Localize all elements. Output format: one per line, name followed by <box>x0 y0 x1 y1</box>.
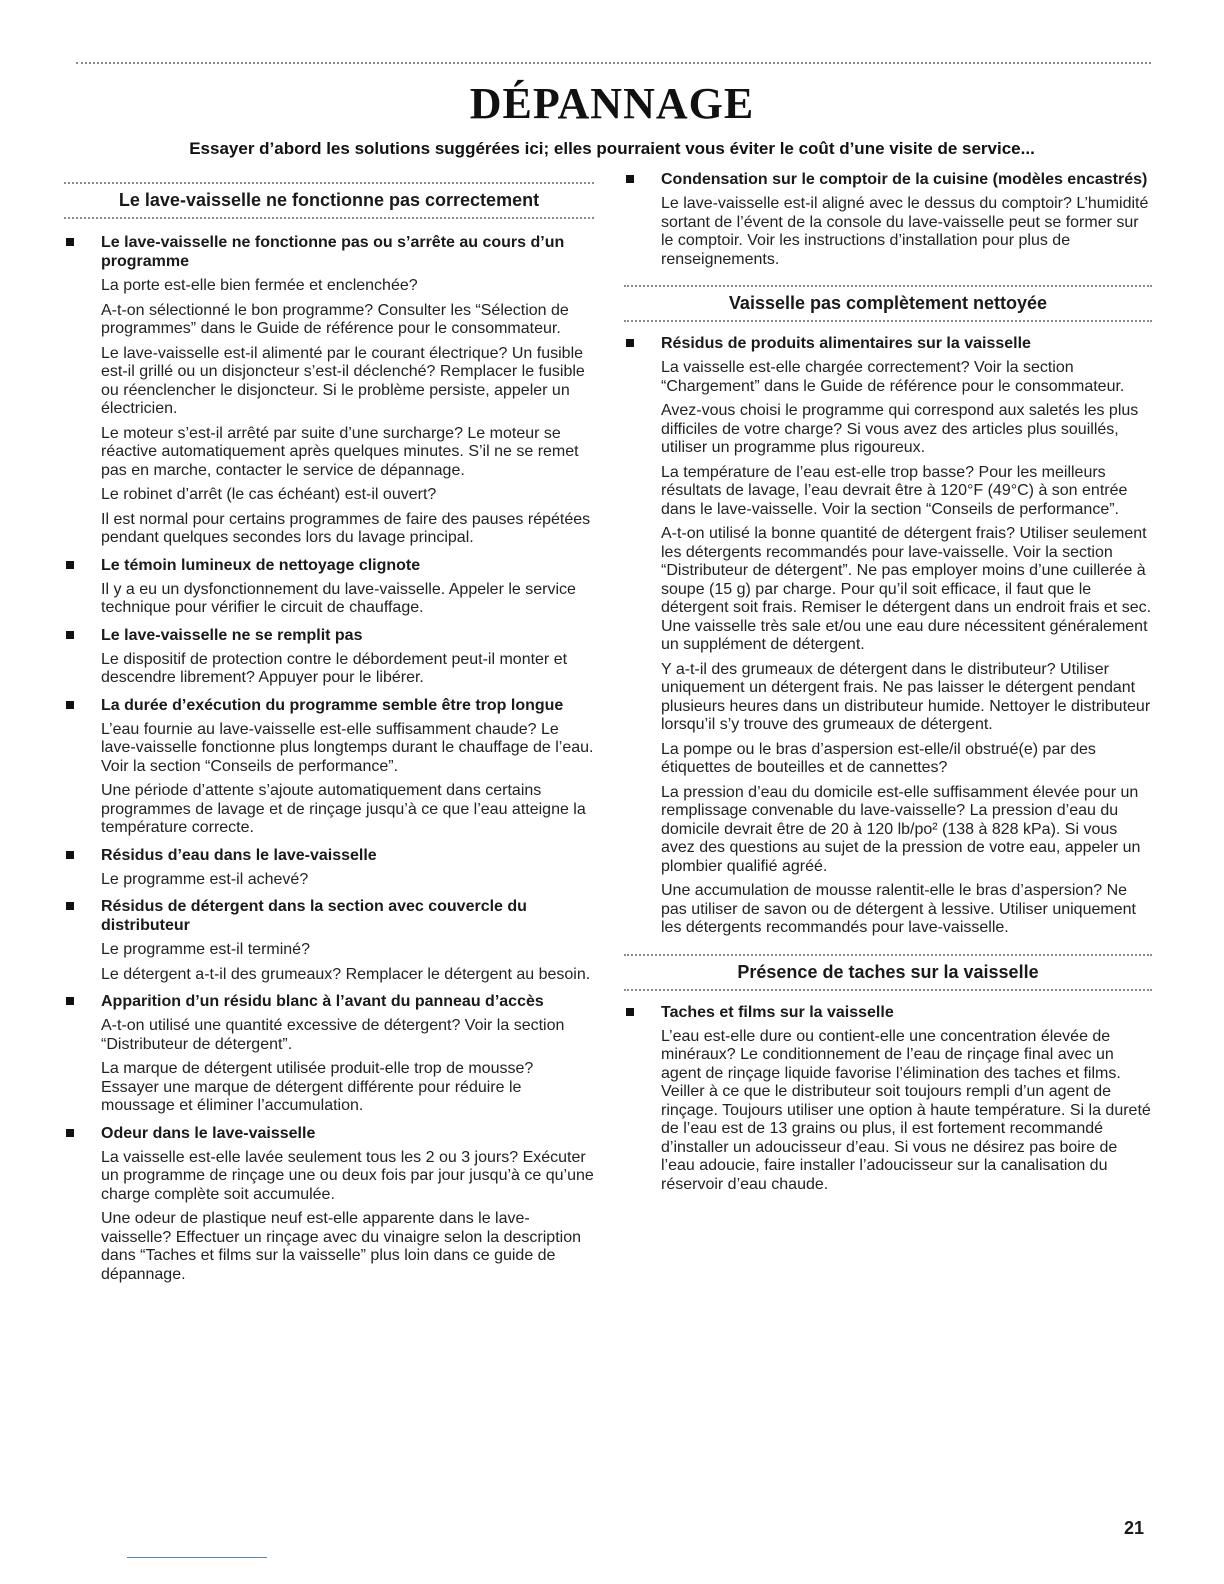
item-paragraph: La vaisselle est-elle chargée correctement? Voir la section “Chargement” dans le Guide de référence pour le consommateur. <box>661 359 1125 395</box>
trouble-item <box>64 992 594 1116</box>
trouble-item <box>64 1124 594 1285</box>
section-title: Présence de taches sur la vaisselle <box>737 961 1039 982</box>
trouble-item <box>64 556 594 618</box>
bullet-square-icon <box>626 175 634 183</box>
item-paragraph: Le moteur s’est-il arrêté par suite d’une surcharge? Le moteur se réactive automatiquement après quelques minutes. S’il ne se remet pas en marche, contacter le service de dépannage. <box>101 424 579 479</box>
item-title: Condensation sur le comptoir de la cuisine (modèles encastrés) <box>661 171 1148 188</box>
trouble-item <box>64 846 594 890</box>
item-title: Apparition d’un résidu blanc à l’avant du panneau d’accès <box>101 993 544 1010</box>
item-paragraph: A-t-on utilisé la bonne quantité de détergent frais? Utiliser seulement les détergents recommandés pour lave-vaisselle. Voir la section “Distributeur de détergent”. Ne pas employer moins d’une cuillerée à soupe (15 g) par charge. Pour qu’il soit efficace, il faut que le détergent soit frais. Remiser le détergent dans un endroit frais et sec. Une vaisselle très sale et/ou une eau dure nécessitent généralement un supplément de détergent. <box>661 525 1152 653</box>
item-paragraph: Il y a eu un dysfonctionnement du lave-vaisselle. Appeler le service technique pour vérifier le circuit de chauffage. <box>101 580 576 616</box>
section-rule <box>624 989 1152 991</box>
item-paragraph: Le programme est-il terminé? <box>101 941 310 958</box>
bullet-square-icon <box>66 631 74 639</box>
item-paragraph: La pompe ou le bras d’aspersion est-elle/il obstrué(e) par des étiquettes de bouteilles et de cannettes? <box>661 740 1096 776</box>
item-paragraph: Le dispositif de protection contre le débordement peut-il monter et descendre librement? Appuyer pour le libérer. <box>101 650 568 686</box>
top-dotted-rule <box>76 62 1151 64</box>
bullet-square-icon <box>626 339 634 347</box>
trouble-item <box>64 233 594 548</box>
item-title: Résidus d’eau dans le lave-vaisselle <box>101 846 377 864</box>
trouble-item <box>64 696 594 838</box>
bullet-square-icon <box>66 851 74 859</box>
left-column <box>64 182 594 1284</box>
bullet-square-icon <box>626 1008 634 1016</box>
item-paragraph: La porte est-elle bien fermée et enclenchée? <box>101 277 418 294</box>
item-title: Taches et films sur la vaisselle <box>661 1003 894 1021</box>
item-title: Résidus de produits alimentaires sur la vaisselle <box>661 335 1031 352</box>
trouble-item <box>64 897 594 984</box>
bullet-square-icon <box>66 1129 74 1137</box>
item-title: Résidus de détergent dans la section avec couvercle du distributeur <box>101 898 527 934</box>
section-title: Vaisselle pas complètement nettoyée <box>728 293 1048 313</box>
item-paragraph: Avez-vous choisi le programme qui correspond aux saletés les plus difficiles de votre charge? Si vous avez des articles plus souillés, utiliser un programme plus rigoureux. <box>661 402 1139 456</box>
bullet-square-icon <box>66 238 74 246</box>
section-title: Le lave-vaisselle ne fonctionne pas correctement <box>118 190 540 210</box>
trouble-item <box>624 170 1152 269</box>
item-title: Le lave-vaisselle ne se remplit pas <box>101 626 363 644</box>
page-number: 21 <box>1124 1518 1145 1538</box>
item-paragraph: La vaisselle est-elle lavée seulement tous les 2 ou 3 jours? Exécuter un programme de rinçage une ou deux fois par jour jusqu’à ce qu’une charge complète soit accumulée. <box>101 1148 594 1203</box>
item-paragraph: Le programme est-il achevé? <box>101 870 309 888</box>
item-paragraph: Une accumulation de mousse ralentit-elle le bras d’aspersion? Ne pas utiliser de savon ou de détergent à lessive. Utiliser uniquement les détergents recommandés pour lave-vaisselle. <box>661 882 1136 936</box>
trouble-item <box>624 334 1152 938</box>
item-paragraph: Le lave-vaisselle est-il aligné avec le dessus du comptoir? L’humidité sortant de l’évent de la console du lave-vaisselle peut se former sur le comptoir. Voir les instructions d’installation pour plus de renseignements. <box>661 195 1149 268</box>
footer-line <box>127 1557 267 1558</box>
trouble-item <box>64 626 594 688</box>
item-title: Le témoin lumineux de nettoyage clignote <box>101 556 421 574</box>
item-paragraph: L’eau est-elle dure ou contient-elle une concentration élevée de minéraux? Le conditionnement de l’eau de rinçage final avec un agent de rinçage liquide favorise l’élimination des taches et films. Veiller à ce que le distributeur soit toujours rempli d’un agent de rinçage. Toujours utiliser une option à haute température. Si la dureté de l’eau est de 13 grains ou plus, il est fortement recommandé d’installer un adoucisseur d’eau. Si vous ne désirez pas boire de l’eau adoucie, faire installer l’adoucisseur sur la canalisation du réservoir d’eau chaude. <box>661 1027 1151 1193</box>
bullet-square-icon <box>66 997 74 1005</box>
item-paragraph: A-t-on sélectionné le bon programme? Consulter les “Sélection de programmes” dans le Guide de référence pour le consommateur. <box>101 301 569 337</box>
item-title: Odeur dans le lave-vaisselle <box>101 1124 316 1142</box>
item-paragraph: Le robinet d’arrêt (le cas échéant) est-il ouvert? <box>101 486 437 503</box>
item-paragraph: Une odeur de plastique neuf est-elle apparente dans le lave-vaisselle? Effectuer un rinçage avec du vinaigre selon la description dans “Taches et films sur la vaisselle” plus loin dans ce guide de dépannage. <box>101 1210 581 1283</box>
item-paragraph: Le détergent a-t-il des grumeaux? Remplacer le détergent au besoin. <box>101 965 591 983</box>
item-paragraph: La température de l’eau est-elle trop basse? Pour les meilleurs résultats de lavage, l’eau devrait être à 120°F (49°C) à son entrée dans le lave-vaisselle. Voir la section “Conseils de performance”. <box>661 463 1128 518</box>
right-column <box>624 170 1152 1194</box>
item-paragraph: Une période d’attente s’ajoute automatiquement dans certains programmes de lavage et de rinçage jusqu’à ce que l’eau atteigne la température correcte. <box>101 782 586 836</box>
item-paragraph: La marque de détergent utilisée produit-elle trop de mousse? Essayer une marque de détergent différente pour réduire le moussage et éliminer l’accumulation. <box>101 1060 534 1114</box>
bullet-square-icon <box>66 701 74 709</box>
item-title: Le lave-vaisselle ne fonctionne pas ou s’arrête au cours d’un programme <box>101 234 565 270</box>
page-title: DÉPANNAGE <box>469 79 755 128</box>
item-paragraph: La pression d’eau du domicile est-elle suffisamment élevée pour un remplissage convenable du lave-vaisselle? La pression d’eau du domicile devrait être de 20 à 120 lb/po² (138 à 828 kPa). Si vous avez des questions au sujet de la pression de votre eau, appeler un plombier qualifié agréé. <box>661 783 1141 875</box>
item-paragraph: Y a-t-il des grumeaux de détergent dans le distributeur? Utiliser uniquement un détergent frais. Ne pas laisser le détergent pendant plusieurs heures dans un distributeur humide. Nettoyer le distributeur lorsqu’il s’y trouve des grumeaux de détergent. <box>661 660 1151 733</box>
trouble-item <box>624 1003 1152 1195</box>
bullet-square-icon <box>66 561 74 569</box>
item-paragraph: Il est normal pour certains programmes de faire des pauses répétées pendant quelques secondes lors du lavage principal. <box>101 510 591 546</box>
item-paragraph: L’eau fournie au lave-vaisselle est-elle suffisamment chaude? Le lave-vaisselle fonctionne plus longtemps durant le chauffage de l’eau. Voir la section “Conseils de performance”. <box>101 720 594 775</box>
section-rule <box>64 217 594 219</box>
item-paragraph: Le lave-vaisselle est-il alimenté par le courant électrique? Un fusible est-il grillé ou un disjoncteur s’est-il déclenché? Remplacer le fusible ou réenclencher le disjoncteur. Si le problème persiste, appeler un électricien. <box>101 344 585 417</box>
bullet-square-icon <box>66 902 74 910</box>
item-title: La durée d’exécution du programme semble être trop longue <box>101 696 564 714</box>
item-paragraph: A-t-on utilisé une quantité excessive de détergent? Voir la section “Distributeur de détergent”. <box>101 1017 565 1053</box>
section-rule <box>624 320 1152 322</box>
page-subtitle: Essayer d’abord les solutions suggérées ici; elles pourraient vous éviter le coût d’une visite de service... <box>189 139 1035 158</box>
